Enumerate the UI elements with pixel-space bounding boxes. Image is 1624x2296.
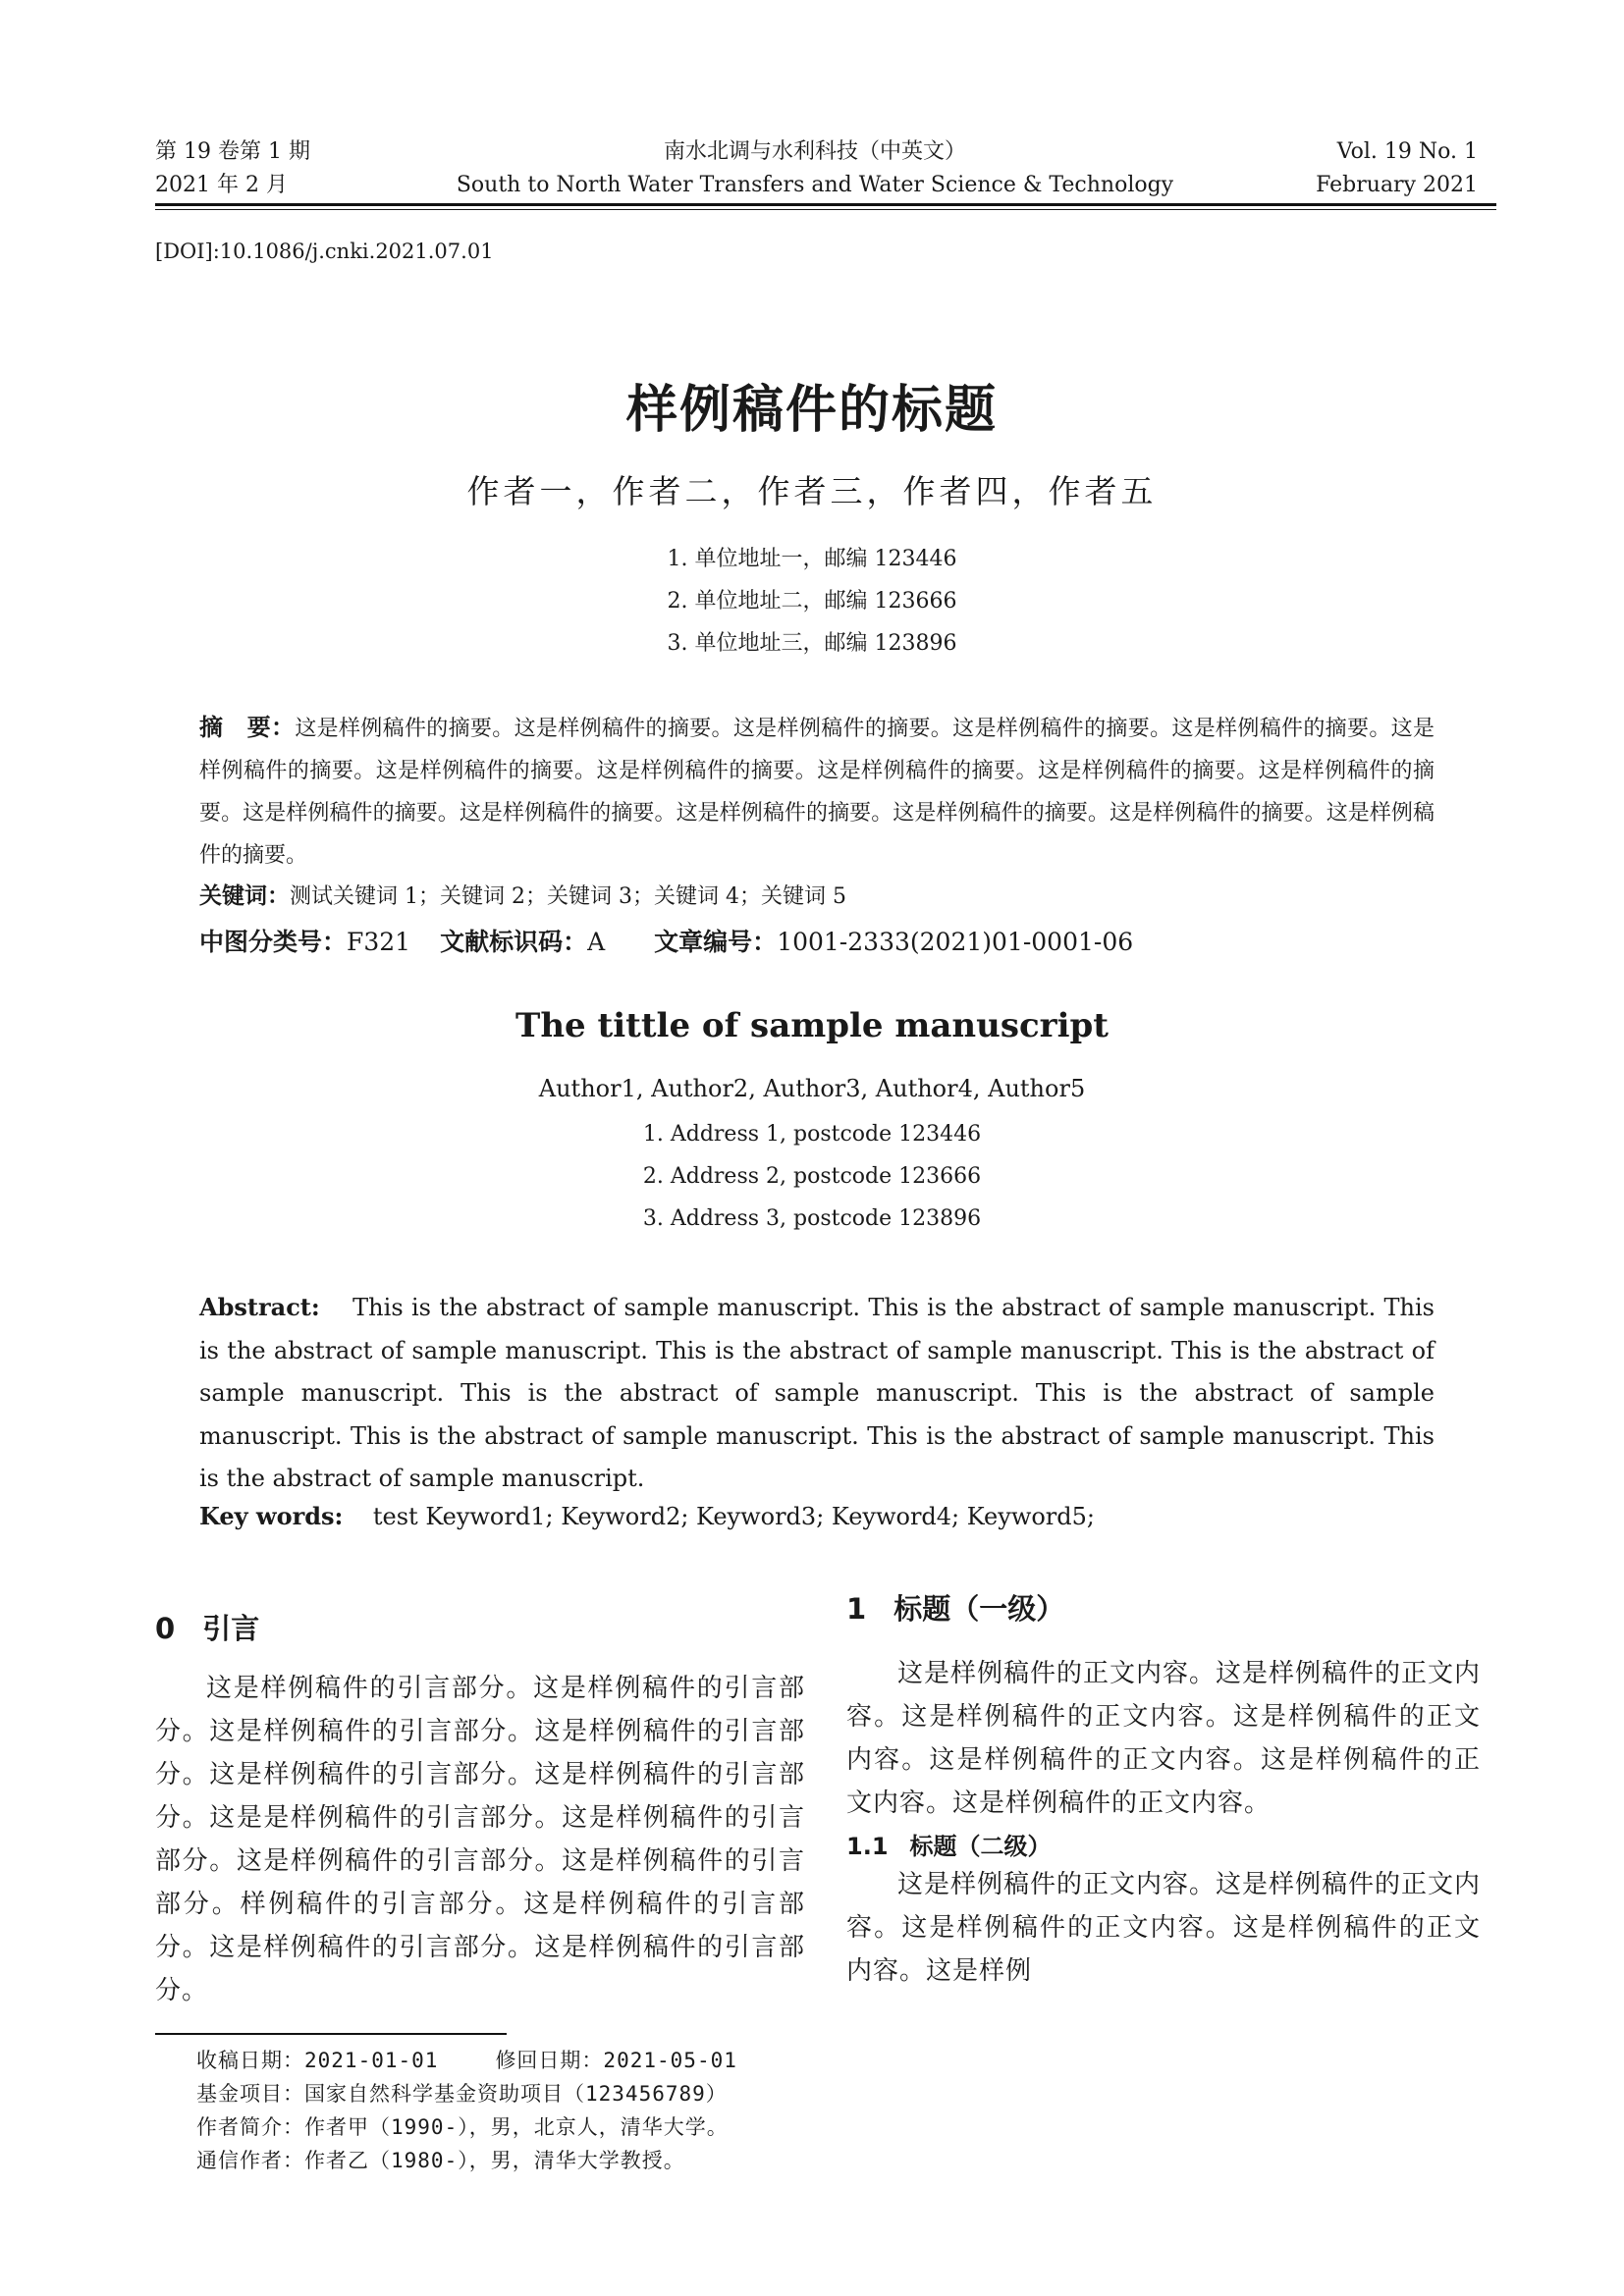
footnote-fund: 基金项目：国家自然科学基金资助项目（123456789） xyxy=(196,2082,728,2106)
abstract-cn xyxy=(199,707,1435,877)
authors-cn: 作者一，作者二，作者三，作者四，作者五 xyxy=(466,472,1158,510)
section-1-heading xyxy=(846,1587,1481,1628)
footnote-received: 收稿日期：2021-01-01 xyxy=(196,2049,439,2072)
abstract-cn-label: 摘 要： xyxy=(199,714,296,741)
footnote-dates xyxy=(196,2045,737,2077)
footnote-bio: 作者简介：作者甲（1990-），男，北京人，清华大学。 xyxy=(196,2115,729,2139)
keywords-en-label: Key words: xyxy=(199,1502,344,1530)
section-intro-title: 引言 xyxy=(202,1612,260,1645)
section-1-1-heading xyxy=(846,1827,1481,1861)
section-1-1-body: 这是样例稿件的正文内容。这是样例稿件的正文内容。这是样例稿件的正文内容。这是样例稿件的正文内容。这是样例 xyxy=(846,1870,1482,1986)
clc-value: F321 xyxy=(347,928,411,956)
article-no-value: 1001-2333(2021)01-0001-06 xyxy=(777,928,1134,956)
footnote-revised: 修回日期：2021-05-01 xyxy=(495,2049,737,2072)
article-no-label: 文章编号： xyxy=(654,928,778,956)
keywords-cn xyxy=(199,876,1435,918)
title-cn: 样例稿件的标题 xyxy=(625,381,998,440)
header-date-cn: 2021 年 2 月 xyxy=(155,173,288,197)
abstract-en-text: This is the abstract of sample manuscript. This is the abstract of sample manuscript. This is the abstract of sample manuscript. This is the abstract of sample manuscript. This is the abstract of sample manuscript. This is the abstract of sample manuscript. This is the abstract of sample manuscript. This is the abstract of sample manuscript. This is the abstract of sample manuscript. This is the abstract of sample manuscript. xyxy=(199,1294,1435,1492)
header-issue xyxy=(155,135,310,202)
authors-en: Author1, Author2, Author3, Author4, Author5 xyxy=(538,1075,1086,1102)
keywords-en xyxy=(199,1502,1095,1530)
header-journal-cn: 南水北调与水利科技（中英文） xyxy=(663,139,966,164)
section-1-body: 这是样例稿件的正文内容。这是样例稿件的正文内容。这是样例稿件的正文内容。这是样例稿件的正文内容。这是样例稿件的正文内容。这是样例稿件的正文内容。这是样例稿件的正文内容。 xyxy=(846,1659,1482,1818)
header-rule-thick xyxy=(155,203,1496,206)
clc-label: 中图分类号： xyxy=(199,928,348,956)
section-1-1-title: 标题（二级） xyxy=(909,1833,1052,1860)
section-1-number: 1 xyxy=(846,1592,867,1626)
address-cn-2: 2. 单位地址二，邮编 123666 xyxy=(667,589,957,614)
doi: [DOI]:10.1086/j.cnki.2021.07.01 xyxy=(155,240,494,263)
section-1-1-number: 1.1 xyxy=(846,1833,889,1860)
footnote-corresponding: 通信作者：作者乙（1980-），男，清华大学教授。 xyxy=(196,2149,685,2172)
header-journal-en: South to North Water Transfers and Water Science & Technology xyxy=(456,173,1174,197)
keywords-cn-text: 测试关键词 1；关键词 2；关键词 3；关键词 4；关键词 5 xyxy=(290,884,846,909)
abstract-en xyxy=(199,1286,1435,1501)
header-date-en: February 2021 xyxy=(1316,173,1478,197)
title-en: The tittle of sample manuscript xyxy=(515,1006,1109,1045)
section-intro-heading xyxy=(155,1607,805,1647)
address-cn-3: 3. 单位地址三，邮编 123896 xyxy=(667,631,957,656)
doc-code-label: 文献标识码： xyxy=(440,928,588,956)
header-rule-thin xyxy=(155,209,1496,210)
classification-line xyxy=(199,923,1133,958)
footnote-rule xyxy=(155,2033,507,2035)
section-intro-number: 0 xyxy=(155,1612,176,1645)
address-en-1: 1. Address 1, postcode 123446 xyxy=(642,1122,982,1147)
header-volume xyxy=(1178,135,1478,202)
address-en-2: 2. Address 2, postcode 123666 xyxy=(642,1164,982,1189)
keywords-en-text: test Keyword1; Keyword2; Keyword3; Keyword4; Keyword5; xyxy=(372,1503,1095,1530)
keywords-cn-label: 关键词： xyxy=(199,883,290,909)
header-journal xyxy=(442,135,1188,202)
section-1-title: 标题（一级） xyxy=(893,1592,1065,1626)
doc-code-value: A xyxy=(587,928,606,956)
abstract-cn-text: 这是样例稿件的摘要。这是样例稿件的摘要。这是样例稿件的摘要。这是样例稿件的摘要。这是样例稿件的摘要。这是样例稿件的摘要。这是样例稿件的摘要。这是样例稿件的摘要。这是样例稿件的摘要。这是样例稿件的摘要。这是样例稿件的摘要。这是样例稿件的摘要。这是样例稿件的摘要。这是样例稿件的摘要。这是样例稿件的摘要。这是样例稿件的摘要。这是样例稿件的摘要。 xyxy=(199,717,1435,868)
abstract-en-label: Abstract: xyxy=(199,1293,320,1321)
section-intro-body: 这是样例稿件的引言部分。这是样例稿件的引言部分。这是样例稿件的引言部分。这是样例稿件的引言部分。这是样例稿件的引言部分。这是样例稿件的引言部分。这是是样例稿件的引言部分。这是样例稿件的引言部分。这是样例稿件的引言部分。这是样例稿件的引言部分。样例稿件的引言部分。这是样例稿件的引言部分。这是样例稿件的引言部分。这是样例稿件的引言部分。 xyxy=(155,1674,805,2005)
header-volume-issue: 第 19 卷第 1 期 xyxy=(155,139,310,164)
address-cn-1: 1. 单位地址一，邮编 123446 xyxy=(667,547,957,571)
header-vol-no: Vol. 19 No. 1 xyxy=(1336,139,1478,164)
address-en-3: 3. Address 3, postcode 123896 xyxy=(642,1206,982,1231)
